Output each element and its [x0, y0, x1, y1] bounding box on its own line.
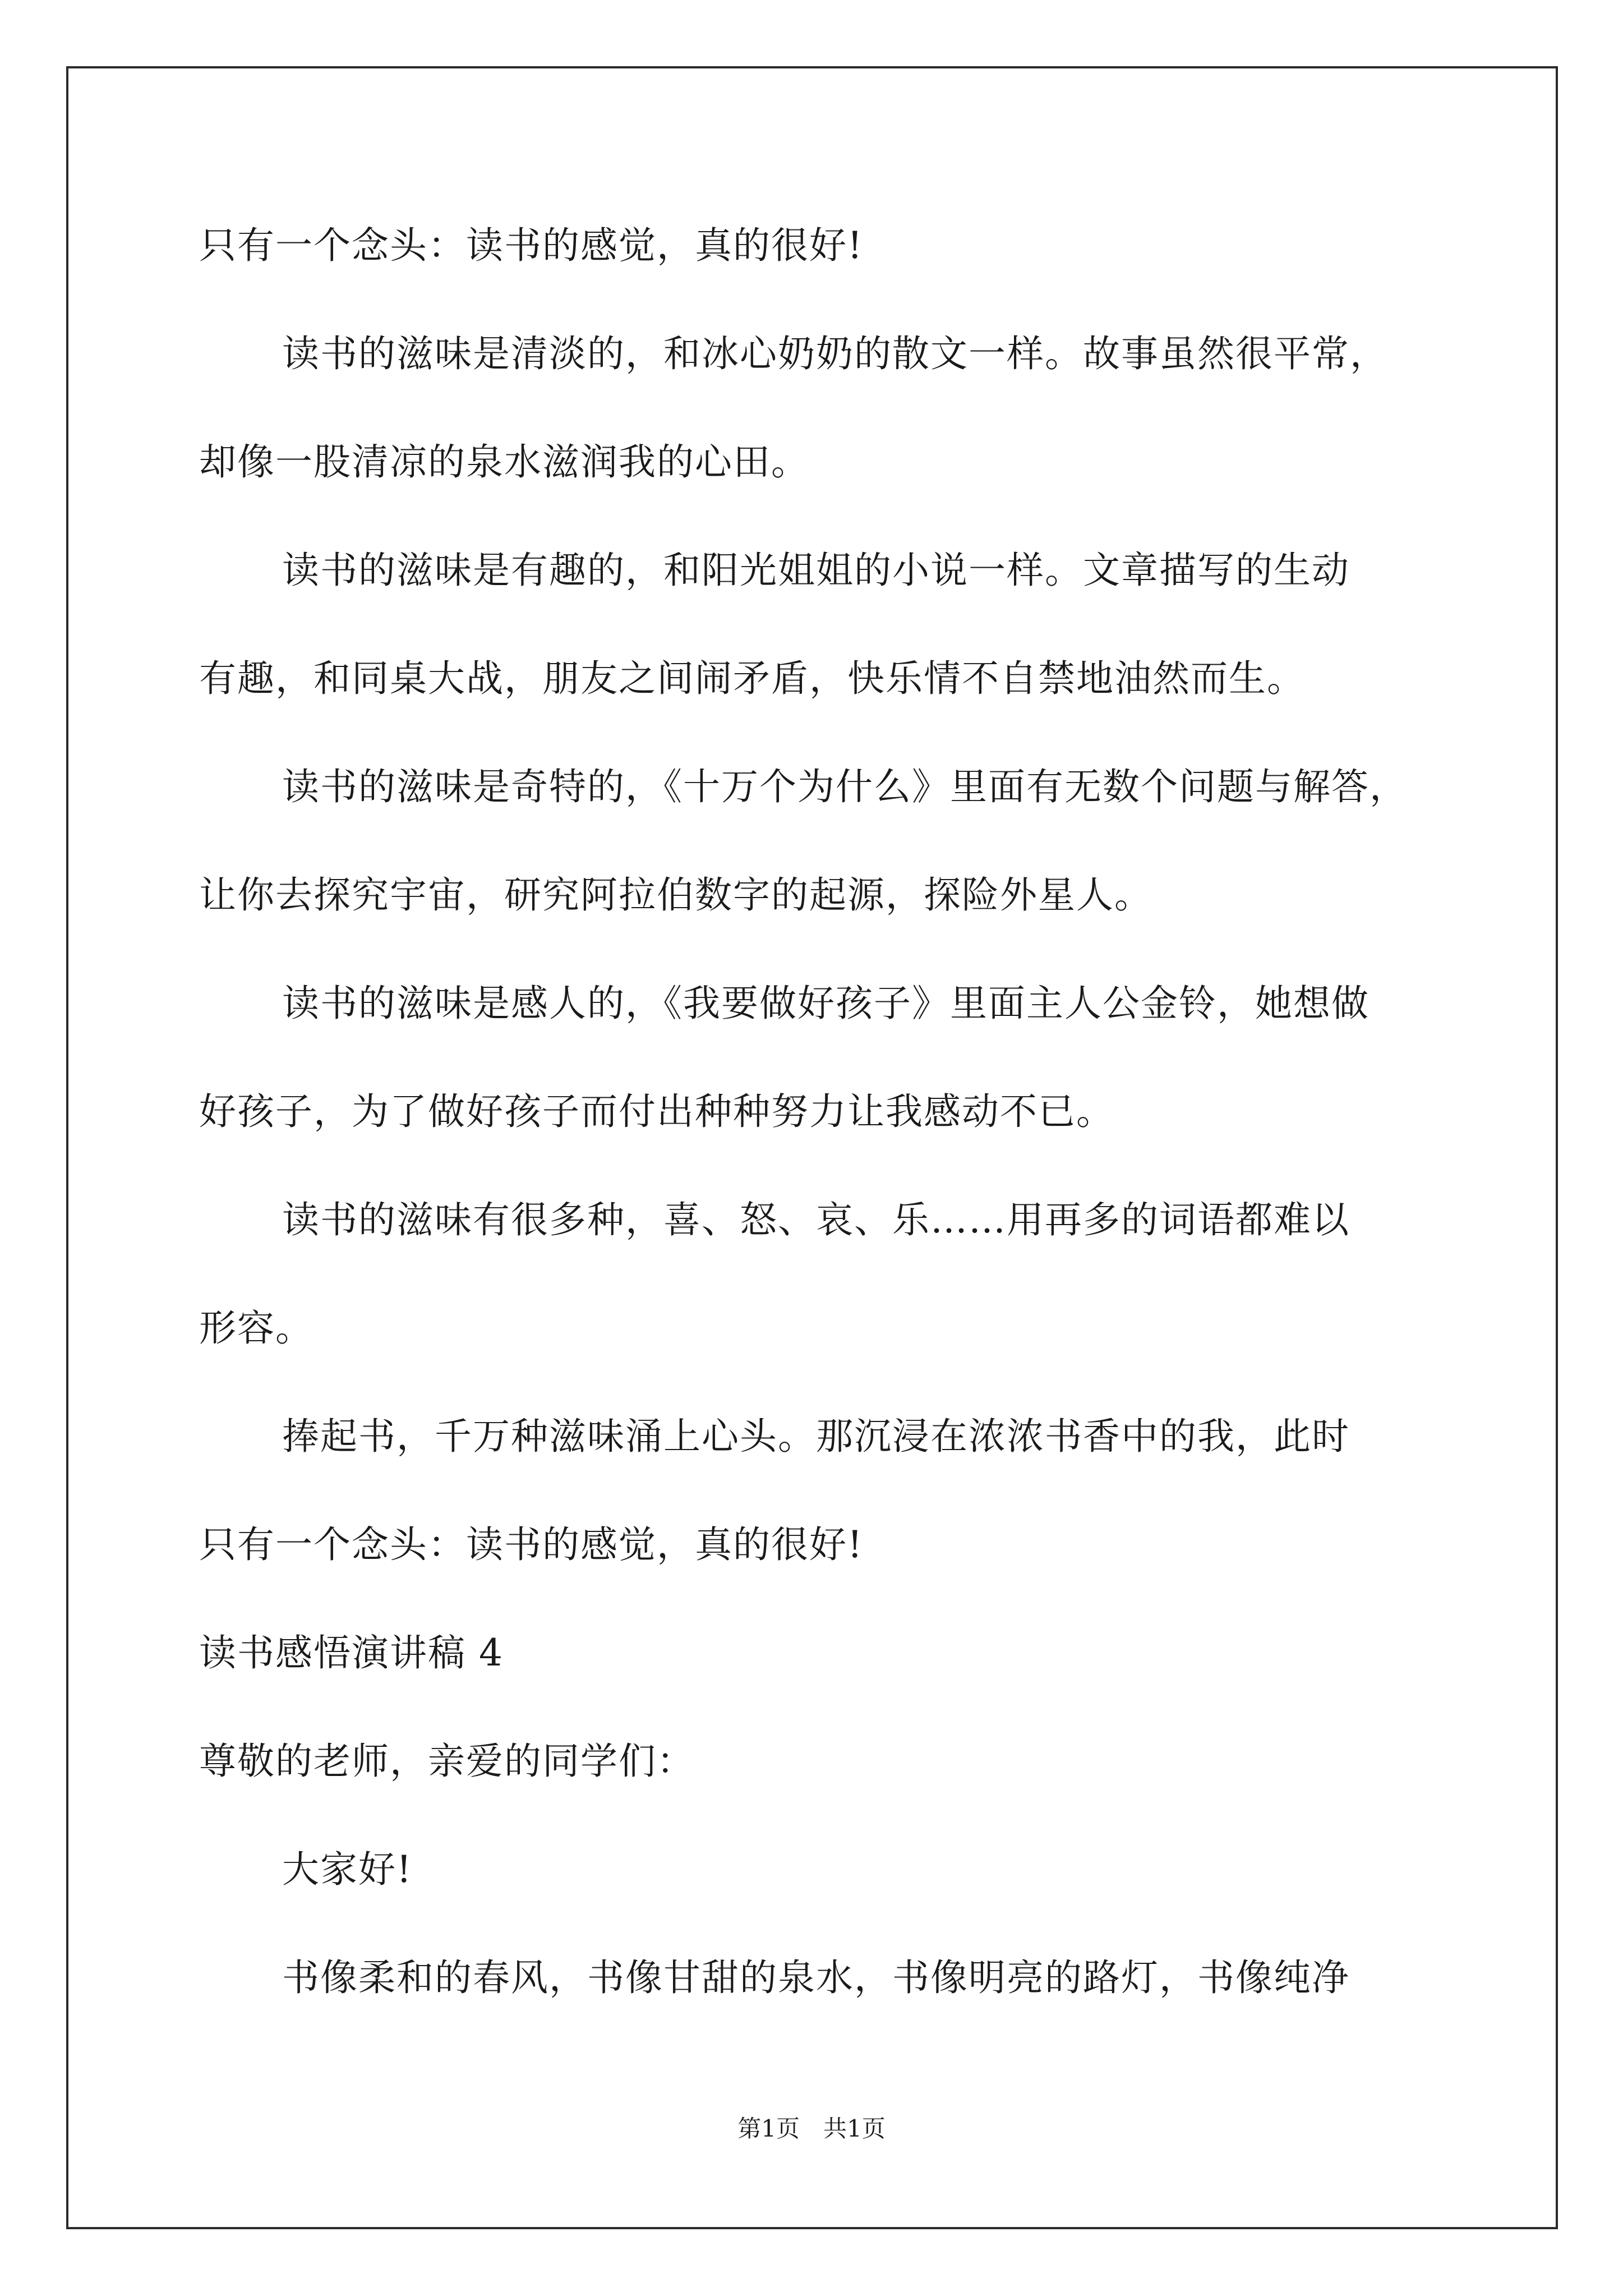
text-line-2: 读书的滋味是清淡的，和冰心奶奶的散文一样。故事虽然很平常，: [282, 332, 1388, 375]
text-line-13: 只有一个念头：读书的感觉，真的很好!: [199, 1523, 864, 1566]
text-line-12: 捧起书，千万种滋味涌上心头。那沉浸在浓浓书香中的我，此时: [282, 1415, 1350, 1458]
page-border: [66, 66, 1558, 2229]
text-line-8: 读书的滋味是感人的，《我要做好孩子》里面主人公金铃，她想做: [282, 982, 1370, 1025]
text-line-4: 读书的滋味是有趣的，和阳光姐姐的小说一样。文章描写的生动: [282, 549, 1350, 592]
text-line-5: 有趣，和同桌大战，朋友之间闹矛盾，快乐情不自禁地油然而生。: [199, 657, 1305, 700]
salutation: 尊敬的老师，亲爱的同学们：: [199, 1740, 695, 1783]
greeting: 大家好!: [282, 1848, 413, 1891]
text-line-10: 读书的滋味有很多种，喜、怒、哀、乐……用再多的词语都难以: [282, 1198, 1350, 1241]
text-line-9: 好孩子，为了做好孩子而付出种种努力让我感动不已。: [199, 1090, 1114, 1133]
text-line-1: 只有一个念头：读书的感觉，真的很好!: [199, 224, 864, 267]
text-line-7: 让你去探究宇宙，研究阿拉伯数字的起源，探险外星人。: [199, 873, 1152, 917]
section-heading: 读书感悟演讲稿 4: [199, 1631, 504, 1674]
text-line-3: 却像一股清凉的泉水滋润我的心田。: [199, 440, 809, 484]
text-line-17: 书像柔和的春风，书像甘甜的泉水，书像明亮的路灯，书像纯净: [282, 1956, 1350, 1999]
page-footer: 第1页 共1页: [737, 2115, 886, 2142]
text-line-6: 读书的滋味是奇特的，《十万个为什么》里面有无数个问题与解答，: [282, 765, 1408, 808]
text-line-11: 形容。: [199, 1306, 313, 1350]
